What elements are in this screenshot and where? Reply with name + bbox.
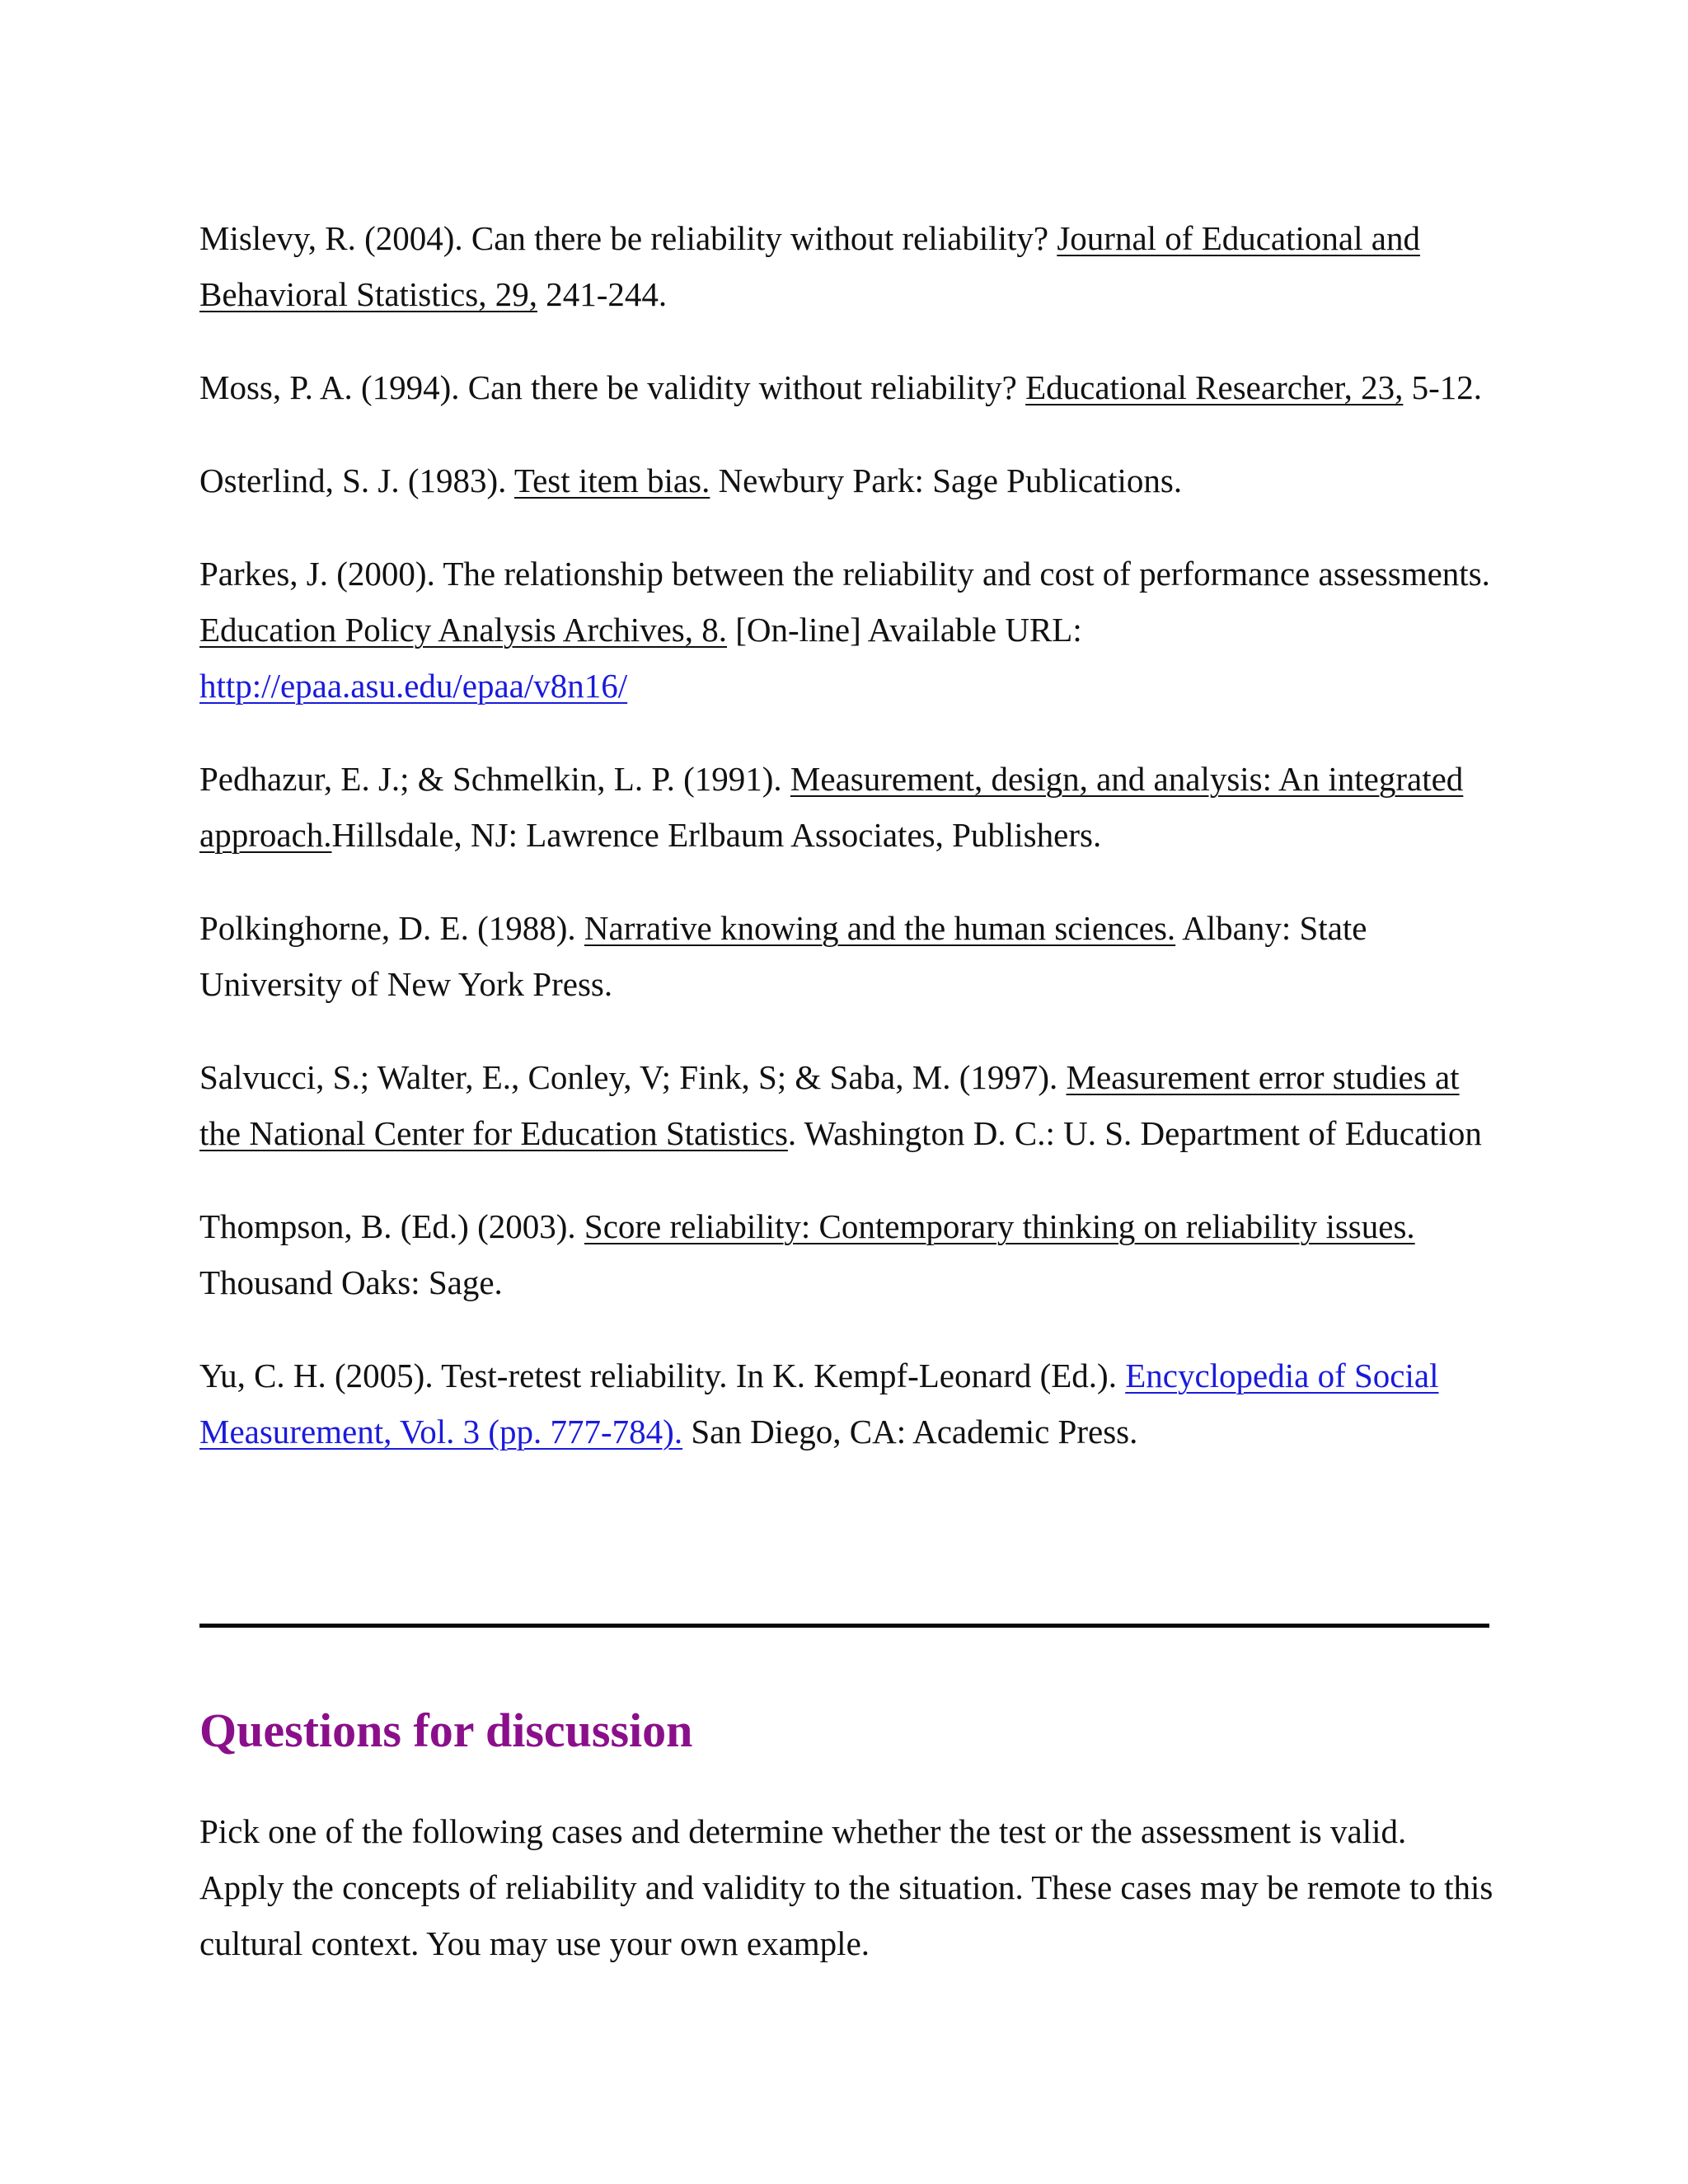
reference-text: Thompson, B. (Ed.) (2003). [199,1207,584,1245]
reference-osterlind [199,452,1493,509]
reference-list [199,210,1493,1497]
reference-text: Salvucci, S.; Walter, E., Conley, V; Fink, S; & Saba, M. (1997). [199,1058,1067,1096]
reference-pedhazur [199,751,1493,863]
reference-salvucci [199,1049,1493,1161]
reference-text: Pedhazur, E. J.; & Schmelkin, L. P. (1991). [199,760,790,798]
reference-publisher: Newbury Park: Sage Publications. [710,462,1183,499]
reference-encyclopedia-link[interactable]: Encyclopedia of Social Measurement, Vol. 3 (pp. 777-784). [199,1357,1439,1451]
reference-pages: 5-12. [1403,368,1483,406]
reference-moss [199,359,1493,415]
reference-publisher: . Washington D. C.: U. S. Department of Education [787,1114,1482,1152]
reference-pages: 241-244. [537,275,668,313]
section-divider [199,1624,1489,1628]
reference-text: Polkinghorne, D. E. (1988). [199,909,584,947]
reference-parkes [199,546,1493,714]
reference-yu [199,1347,1493,1460]
reference-url-link[interactable]: http://epaa.asu.edu/epaa/v8n16/ [199,667,628,705]
reference-title: Educational Researcher, 23, [1025,368,1404,406]
section-heading: Questions for discussion [199,1704,693,1757]
reference-text: Moss, P. A. (1994). Can there be validity without reliability? [199,368,1026,406]
reference-title: Test item bias. [513,462,710,499]
reference-title: Education Policy Analysis Archives, 8. [199,611,727,649]
reference-publisher: Albany: State University of New York Press. [199,909,1367,1003]
reference-text: Parkes, J. (2000). The relationship between the reliability and cost of performance assessments. [199,555,1490,593]
reference-title: Narrative knowing and the human sciences. [584,909,1176,947]
reference-publisher: Hillsdale, NJ: Lawrence Erlbaum Associates, Publishers. [331,816,1102,854]
reference-mislevy [199,210,1493,322]
reference-text: Osterlind, S. J. (1983). [199,462,514,499]
reference-publisher: San Diego, CA: Academic Press. [682,1413,1138,1451]
reference-availability: [On-line] Available URL: [726,611,1082,649]
reference-publisher: Thousand Oaks: Sage. [199,1263,503,1301]
discussion-paragraph: Pick one of the following cases and determine whether the test or the assessment is valid. Apply the concepts of reliability and validity to the situation. These cases may be remote to this cultural context. You may use your own example. [199,1812,1493,1962]
reference-title: Score reliability: Contemporary thinking on reliability issues. [584,1207,1415,1245]
reference-polkinghorne [199,900,1493,1012]
reference-text: Mislevy, R. (2004). Can there be reliability without reliability? [199,219,1057,257]
reference-thompson [199,1198,1493,1310]
reference-title: Measurement error studies at the National Center for Education Statistics [199,1058,1460,1152]
reference-title: Journal of Educational and Behavioral Statistics, 29, [199,219,1420,313]
reference-text: Yu, C. H. (2005). Test-retest reliability. In K. Kempf-Leonard (Ed.). [199,1357,1126,1394]
reference-title: Measurement, design, and analysis: An integrated approach. [199,760,1464,854]
